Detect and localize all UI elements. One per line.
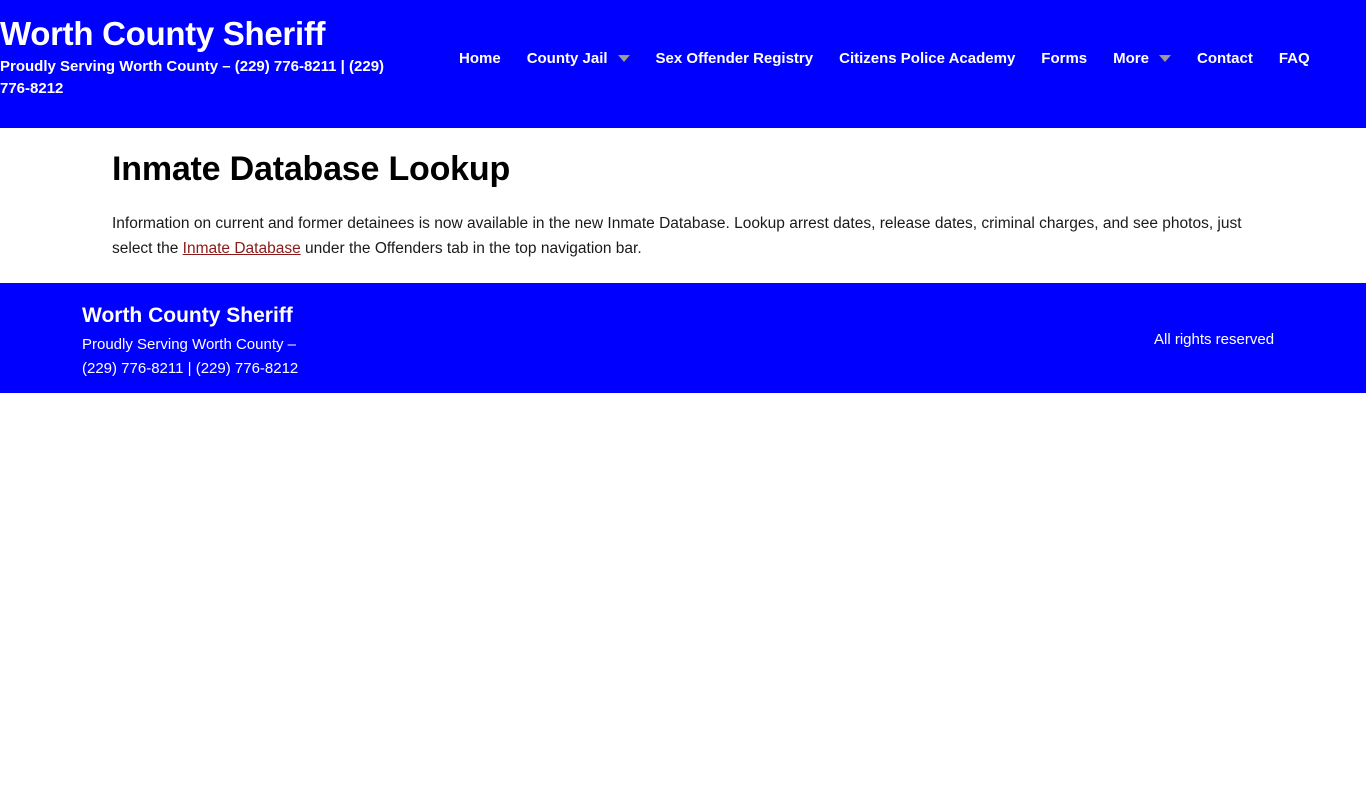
inmate-database-link[interactable]: Inmate Database bbox=[182, 240, 301, 258]
page-filler bbox=[0, 393, 1366, 791]
description-text-after: under the Offenders tab in the top navigation bar. bbox=[300, 240, 642, 258]
nav-item-faq[interactable] bbox=[1266, 50, 1323, 67]
nav-item-label: Forms bbox=[1041, 50, 1088, 67]
nav-item-label: Sex Offender Registry bbox=[655, 50, 814, 67]
site-title: Worth County Sheriff bbox=[0, 15, 326, 52]
footer-branding bbox=[0, 283, 298, 381]
nav-item-forms[interactable] bbox=[1028, 50, 1100, 67]
description-text-before: Information on current and former detainees is now available in the new Inmate Database. Lookup arrest dates, release dates, criminal charges, and see photos, just select the bbox=[112, 215, 1242, 258]
main-navigation bbox=[400, 50, 1366, 67]
nav-item-county-jail[interactable] bbox=[514, 50, 643, 67]
site-header bbox=[0, 0, 1366, 128]
nav-item-label: FAQ bbox=[1278, 50, 1310, 67]
nav-item-more[interactable] bbox=[1100, 50, 1184, 67]
site-tagline: Proudly Serving Worth County – (229) 776-8211 | (229) 776-8212 bbox=[0, 58, 385, 98]
footer-tagline-line2: (229) 776-8211 | (229) 776-8212 bbox=[82, 360, 299, 378]
nav-item-contact[interactable] bbox=[1184, 50, 1266, 67]
nav-item-label: Citizens Police Academy bbox=[839, 50, 1016, 67]
nav-item-label: Contact bbox=[1196, 50, 1253, 67]
nav-item-citizens-police-academy[interactable] bbox=[826, 50, 1028, 67]
footer-rights: All rights reserved bbox=[1154, 331, 1275, 349]
page-title: Inmate Database Lookup bbox=[112, 150, 511, 188]
site-footer bbox=[0, 283, 1366, 393]
footer-title: Worth County Sheriff bbox=[82, 304, 293, 328]
chevron-down-icon[interactable] bbox=[618, 55, 630, 62]
footer-tagline-line1: Proudly Serving Worth County – bbox=[82, 336, 296, 354]
site-branding[interactable] bbox=[0, 0, 400, 100]
chevron-down-icon[interactable] bbox=[1159, 55, 1171, 62]
main-content bbox=[0, 128, 1366, 261]
nav-item-label: County Jail bbox=[526, 50, 608, 67]
page-description bbox=[112, 211, 1242, 261]
nav-item-home[interactable] bbox=[446, 50, 514, 67]
nav-item-sex-offender-registry[interactable] bbox=[643, 50, 827, 67]
nav-item-label: Home bbox=[459, 50, 501, 67]
nav-item-label: More bbox=[1113, 50, 1149, 67]
